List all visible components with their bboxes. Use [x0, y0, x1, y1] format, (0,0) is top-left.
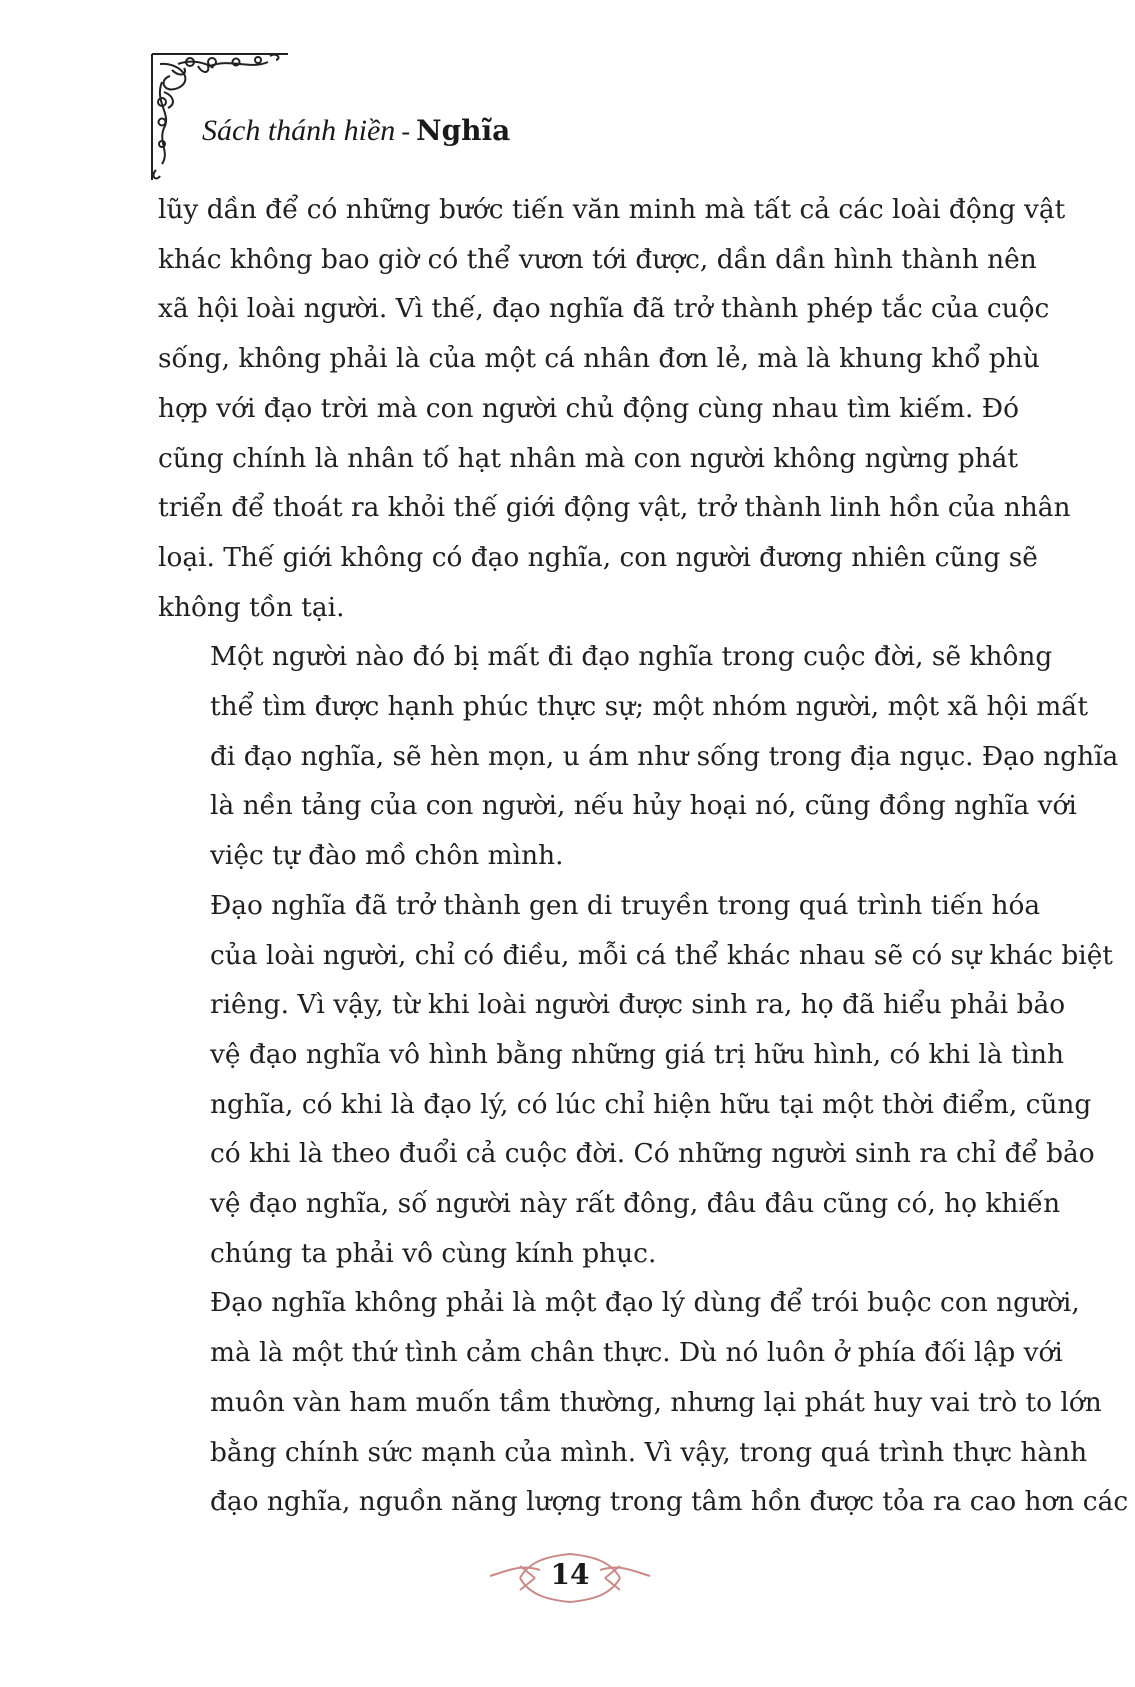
- text-line: mà là một thứ tình cảm chân thực. Dù nó luôn ở phía đối lập với: [210, 1337, 1063, 1369]
- text-line: lũy dần để có những bước tiến văn minh mà tất cả các loài động vật: [158, 194, 1066, 225]
- text-line: loại. Thế giới không có đạo nghĩa, con người đương nhiên cũng sẽ: [158, 541, 1038, 573]
- text-line: xã hội loài người. Vì thế, đạo nghĩa đã trở thành phép tắc của cuộc: [158, 293, 1050, 325]
- text-line: nghĩa, có khi là đạo lý, có lúc chỉ hiện hữu tại một thời điểm, cũng: [210, 1088, 1092, 1120]
- text-line: riêng. Vì vậy, từ khi loài người được sinh ra, họ đã hiểu phải bảo: [210, 989, 1066, 1021]
- text-line: sống, không phải là của một cá nhân đơn lẻ, mà là khung khổ phù: [158, 343, 1040, 375]
- text-line: không tồn tại.: [158, 591, 345, 623]
- header-separator: -: [401, 117, 410, 146]
- text-line: Đạo nghĩa đã trở thành gen di truyền trong quá trình tiến hóa: [210, 889, 1041, 921]
- text-line: vệ đạo nghĩa vô hình bằng những giá trị hữu hình, có khi là tình: [210, 1038, 1065, 1070]
- text-line: bằng chính sức mạnh của mình. Vì vậy, trong quá trình thực hành: [210, 1436, 1088, 1468]
- text-line: hợp với đạo trời mà con người chủ động cùng nhau tìm kiếm. Đó: [158, 392, 1019, 424]
- running-header: [150, 52, 510, 202]
- text-line: Đạo nghĩa không phải là một đạo lý dùng để trói buộc con người,: [210, 1287, 1080, 1319]
- text-line: việc tự đào mồ chôn mình.: [210, 840, 564, 872]
- text-line: vệ đạo nghĩa, số người này rất đông, đâu đâu cũng có, họ khiến: [210, 1188, 1061, 1220]
- text-line: của loài người, chỉ có điều, mỗi cá thể khác nhau sẽ có sự khác biệt: [210, 939, 1113, 971]
- paragraph: [158, 881, 1113, 1279]
- text-line: Một người nào đó bị mất đi đạo nghĩa trong cuộc đời, sẽ không: [210, 641, 1053, 673]
- chapter-title: Nghĩa: [415, 114, 511, 147]
- text-line: chúng ta phải vô cùng kính phục.: [210, 1237, 657, 1269]
- text-line: muôn vàn ham muốn tầm thường, nhưng lại phát huy vai trò to lớn: [210, 1386, 1102, 1418]
- book-title: Sách thánh hiền: [202, 114, 396, 147]
- text-line: thể tìm được hạnh phúc thực sự; một nhóm người, một xã hội mất: [210, 691, 1089, 723]
- text-line: cũng chính là nhân tố hạt nhân mà con người không ngừng phát: [158, 442, 1018, 474]
- page-number: 14: [550, 1558, 590, 1591]
- text-line: khác không bao giờ có thể vươn tới được, dần dần hình thành nên: [158, 243, 1037, 275]
- paragraph: [158, 1278, 1129, 1527]
- text-line: đạo nghĩa, nguồn năng lượng trong tâm hồn được tỏa ra cao hơn các: [210, 1486, 1129, 1518]
- text-line: có khi là theo đuổi cả cuộc đời. Có những người sinh ra chỉ để bảo: [210, 1138, 1095, 1170]
- header-title: [202, 114, 510, 148]
- paragraph: [158, 632, 1119, 881]
- page-number-block: [480, 1548, 660, 1608]
- text-line: là nền tảng của con người, nếu hủy hoại nó, cũng đồng nghĩa với: [210, 790, 1077, 822]
- text-line: đi đạo nghĩa, sẽ hèn mọn, u ám như sống trong địa ngục. Đạo nghĩa: [210, 740, 1119, 772]
- body-text: [158, 185, 1129, 1527]
- text-line: triển để thoát ra khỏi thế giới động vật, trở thành linh hồn của nhân: [158, 492, 1071, 524]
- paragraph: [158, 185, 1071, 632]
